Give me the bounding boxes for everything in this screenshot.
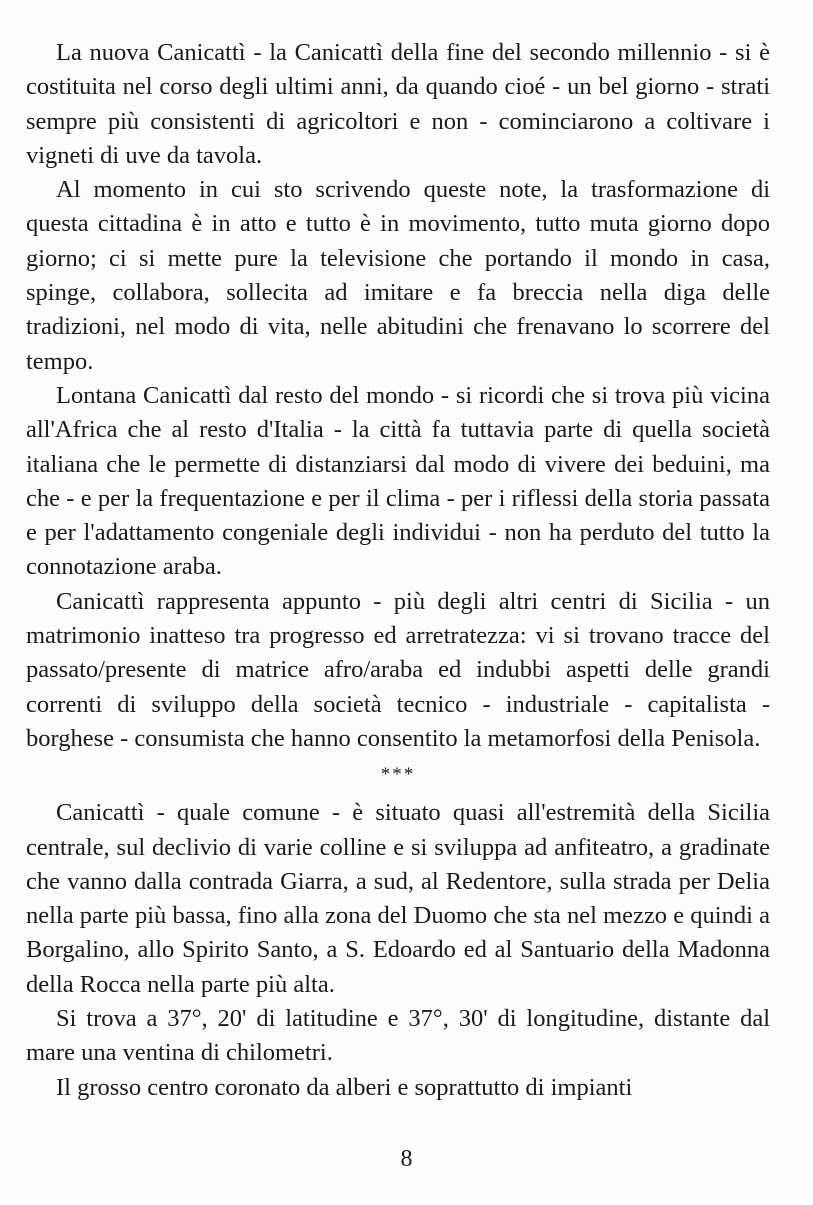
paragraph-5: Canicattì - quale comune - è situato quasi all'estremità della Sicilia centrale, sul declivio di varie colline e si sviluppa ad anfiteatro, a gradinate che vanno dalla contrada Giarra, a sud, al Redentore, sulla strada per Delia nella parte più bassa, fino alla zona del Duomo che sta nel mezzo e quindi a Borgalino, allo Spirito Santo, a S. Edoardo ed al Santuario della Madonna della Rocca nella parte più alta.: [26, 799, 770, 998]
paragraph-6: Si trova a 37°, 20' di latitudine e 37°, 30' di longitudine, distante dal mare una ventina di chilometri.: [26, 1005, 770, 1067]
body-text: [26, 36, 770, 1105]
section-separator: ***: [380, 764, 416, 786]
paragraph-2: Al momento in cui sto scrivendo queste note, la trasformazione di questa cittadina è in atto e tutto è in movimento, tutto muta giorno dopo giorno; ci si mette pure la televisione che portando il mondo in casa, spinge, collabora, sollecita ad imitare e fa breccia nella diga delle tradizioni, nel modo di vita, nelle abitudini che frenavano lo scorrere del tempo.: [26, 176, 770, 375]
paragraph-3: Lontana Canicattì dal resto del mondo - si ricordi che si trova più vicina all'Africa che al resto d'Italia - la città fa tuttavia parte di quella società italiana che le permette di distanziarsi dal modo di vivere dei beduini, ma che - e per la frequentazione e per il clima - per i riflessi della storia passata e per l'adattamento congeniale degli individui - non ha perduto del tutto la connotazione araba.: [26, 381, 770, 581]
paragraph-1: La nuova Canicattì - la Canicattì della fine del secondo millennio - si è costituita nel corso degli ultimi anni, da quando cioé - un bel giorno - strati sempre più consistenti di agricoltori e non - cominciarono a coltivare i vigneti di uve da tavola.: [26, 39, 770, 169]
paragraph-7: Il grosso centro coronato da alberi e soprattutto di impianti: [56, 1073, 633, 1101]
paragraph-4: Canicattì rappresenta appunto - più degli altri centri di Sicilia - un matrimonio inatteso tra progresso ed arretratezza: vi si trovano tracce del passato/presente di matrice afro/araba ed indubbi aspetti delle grandi correnti di sviluppo della società tecnico - industriale - capitalista - borghese - consumista che hanno consentito la metamorfosi della Penisola.: [26, 587, 770, 752]
page-number: 8: [400, 1146, 413, 1172]
